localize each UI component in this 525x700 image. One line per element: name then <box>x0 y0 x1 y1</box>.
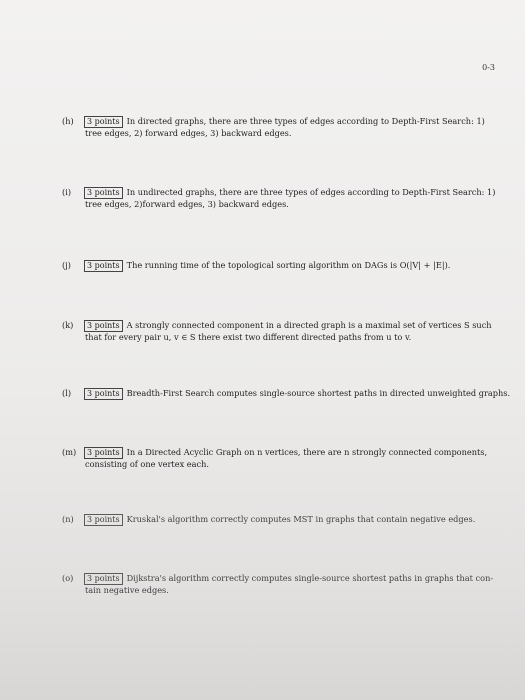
question-label: (o) <box>62 573 74 583</box>
question-i <box>62 187 502 211</box>
question-label: (l) <box>62 388 72 398</box>
question-text: Kruskal's algorithm correctly computes MST in graphs that contain negative edges. <box>126 514 476 524</box>
question-k <box>62 320 502 344</box>
points-box: 3 points <box>84 388 123 400</box>
question-o <box>62 573 502 597</box>
points-box: 3 points <box>84 573 123 585</box>
question-text-cont: tain negative edges. <box>85 585 169 595</box>
question-text: In undirected graphs, there are three types of edges according to Depth-First Search: 1) <box>126 187 496 197</box>
question-l <box>62 388 511 400</box>
question-h <box>62 116 502 140</box>
question-text-cont: that for every pair u, v ∈ S there exist two different directed paths from u to v. <box>85 332 412 342</box>
question-label: (j) <box>62 260 71 270</box>
points-box: 3 points <box>84 187 123 199</box>
question-label: (n) <box>62 514 74 524</box>
points-box: 3 points <box>84 514 123 526</box>
points-box: 3 points <box>84 447 123 459</box>
question-n <box>62 514 502 526</box>
question-text-cont: consisting of one vertex each. <box>85 459 209 469</box>
points-box: 3 points <box>84 116 123 128</box>
question-j <box>62 260 502 272</box>
question-text: The running time of the topological sorting algorithm on DAGs is O(|V| + |E|). <box>126 260 451 270</box>
question-m <box>62 447 502 471</box>
question-label: (i) <box>62 187 72 197</box>
question-text: In a Directed Acyclic Graph on n vertices, there are n strongly connected components, <box>126 447 488 457</box>
points-box: 3 points <box>84 320 123 332</box>
question-text: In directed graphs, there are three types of edges according to Depth-First Search: 1) <box>126 116 485 126</box>
question-text: Dijkstra's algorithm correctly computes single-source shortest paths in graphs that con- <box>126 573 494 583</box>
question-label: (h) <box>62 116 74 126</box>
page-number: 0-3 <box>482 63 495 72</box>
question-text-cont: tree edges, 2) forward edges, 3) backward edges. <box>85 128 292 138</box>
question-text: A strongly connected component in a directed graph is a maximal set of vertices S such <box>126 320 492 330</box>
question-label: (k) <box>62 320 74 330</box>
points-box: 3 points <box>84 260 123 272</box>
question-label: (m) <box>62 447 77 457</box>
question-text-cont: tree edges, 2)forward edges, 3) backward edges. <box>85 199 289 209</box>
question-text: Breadth-First Search computes single-source shortest paths in directed unweighted graphs. <box>126 388 511 398</box>
